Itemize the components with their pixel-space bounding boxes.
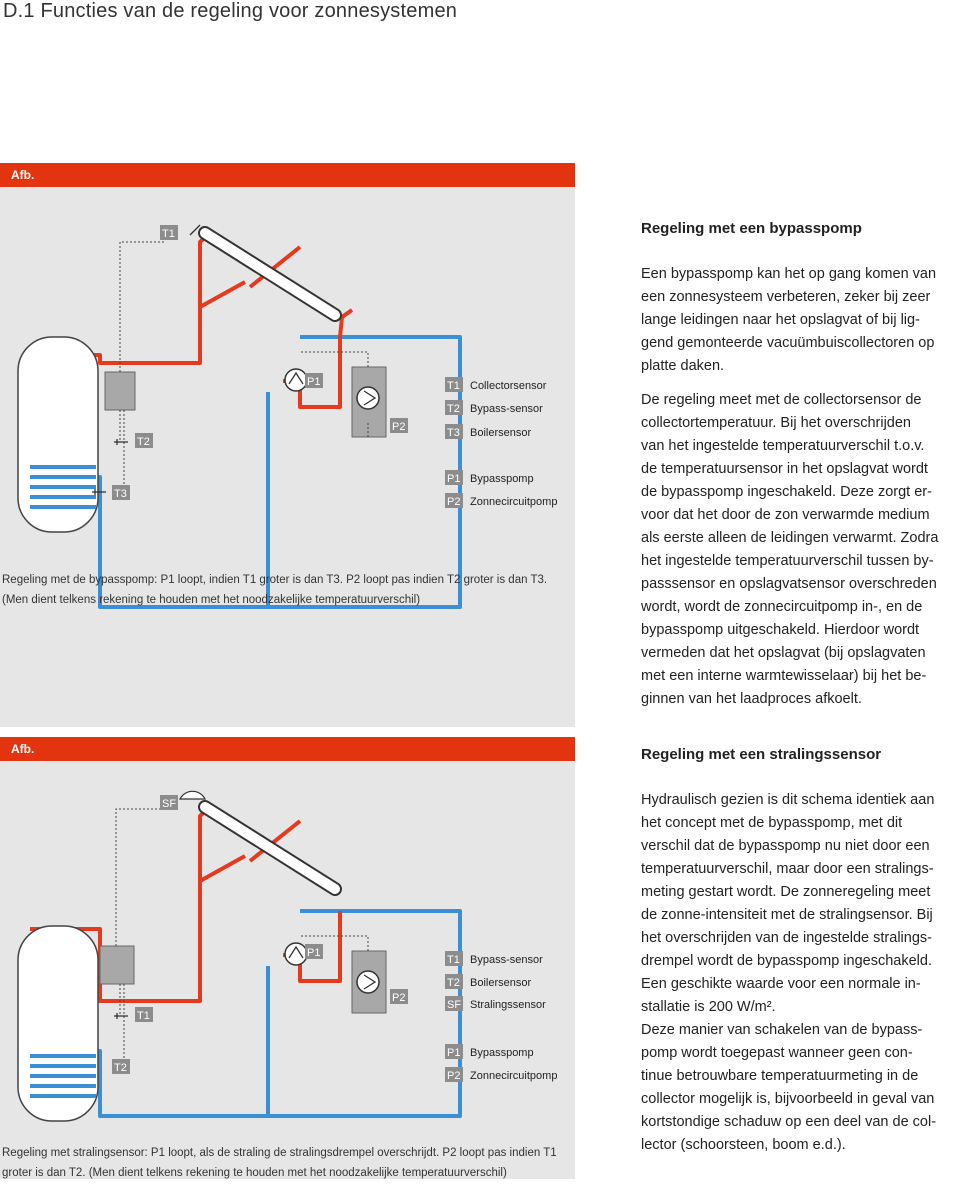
figure-2-panel xyxy=(0,761,575,1179)
label-p2: P2 xyxy=(392,421,406,433)
page-title: D.1 Functies van de regeling voor zonnesystemen xyxy=(3,0,458,22)
storage-tank xyxy=(18,337,98,532)
figure-2-number: Afb. xyxy=(11,742,35,756)
text-line: met een interne warmtewisselaar) bij het be- xyxy=(641,668,927,684)
caption-line: (Men dient telkens rekening te houden met het noodzakelijke temperatuurverschil) xyxy=(2,593,421,606)
label-t2: T2 xyxy=(137,436,150,448)
text-line: lector (schoorsteen, boom e.d.). xyxy=(641,1137,846,1153)
text-line: wordt, wordt de zonnecircuitpomp in-, en de xyxy=(641,599,923,615)
legend-code: P2 xyxy=(447,1070,461,1082)
text-line: het overschrijden van de ingestelde stralings- xyxy=(641,930,932,946)
text-line: meting gestart wordt. De zonneregeling meet xyxy=(641,884,931,900)
legend-code: T1 xyxy=(447,380,460,392)
text-line: stallatie is 200 W/m². xyxy=(641,999,776,1015)
text-line: verschil dat de bypasspomp nu niet door een xyxy=(641,838,930,854)
caption-line: groter is dan T2. (Men dient telkens rekening te houden met het noodzakelijke temperatuurverschil) xyxy=(2,1166,507,1179)
text-line: vermeden dat het opslagvat (bij opslagvaten xyxy=(641,645,926,661)
label-sf: SF xyxy=(162,798,177,810)
legend-text: Collectorsensor xyxy=(470,380,547,392)
text-line: tinue betrouwbare temperatuurmeting in de xyxy=(641,1068,919,1084)
text-line: het concept met de bypasspomp, met dit xyxy=(641,815,903,831)
radiation-sensor-icon xyxy=(180,791,205,799)
pump-p2 xyxy=(357,387,379,409)
section-1-para-1 xyxy=(641,263,959,378)
text-line: van het ingestelde temperatuurverschil t.o.v. xyxy=(641,438,925,454)
text-line: voor dat het door de zon verwarmde medium xyxy=(641,507,930,523)
legend-code: T2 xyxy=(447,977,460,989)
legend-code: T1 xyxy=(447,954,460,966)
caption-line: Regeling met stralingsensor: P1 loopt, als de straling de stralingsdrempel overschrijdt. P2 loopt pas indien T1 xyxy=(2,1147,557,1159)
text-line: ginnen van het laadproces afkoelt. xyxy=(641,691,862,707)
text-line: Een bypasspomp kan het op gang komen van xyxy=(641,266,937,282)
text-line: De regeling meet met de collectorsensor de xyxy=(641,392,922,408)
text-line: temperatuurverschil, maar door een stralings- xyxy=(641,861,934,877)
label-p1: P1 xyxy=(307,376,321,388)
label-p1: P1 xyxy=(307,947,321,959)
section-1-body xyxy=(641,263,959,711)
figure-2-header xyxy=(0,737,575,761)
text-line: de temperatuursensor in het opslagvat wordt xyxy=(641,461,928,477)
legend-code: T3 xyxy=(447,427,460,439)
text-line: als eerste alleen de leidingen verwarmt. Zodra xyxy=(641,530,939,546)
text-line: een zonnesysteem verbeteren, zeker bij zeer xyxy=(641,289,931,305)
legend-text: Zonnecircuitpomp xyxy=(470,496,558,508)
storage-tank xyxy=(18,926,98,1121)
collector xyxy=(205,233,335,315)
pump-p2 xyxy=(357,971,379,993)
label-t1: T1 xyxy=(162,228,175,240)
figure-1-number: Afb. xyxy=(11,168,35,182)
label-t1: T1 xyxy=(137,1010,150,1022)
collector xyxy=(205,807,335,889)
legend-code: P1 xyxy=(447,473,461,485)
text-line: het ingestelde temperatuurverschil tussen by- xyxy=(641,553,934,569)
pump-p1 xyxy=(285,943,307,965)
section-1-heading: Regeling met een bypasspomp xyxy=(641,220,862,237)
legend-text: Boilersensor xyxy=(470,977,532,989)
text-line: drempel wordt de bypasspomp ingeschakeld. xyxy=(641,953,932,969)
text-line: bypasspomp uitgeschakeld. Hierdoor wordt xyxy=(641,622,920,638)
text-line: Een geschikte waarde voor een normale in- xyxy=(641,976,921,992)
legend-code: SF xyxy=(447,999,462,1011)
figure-1-diagram xyxy=(0,187,575,727)
label-t2: T2 xyxy=(114,1062,127,1074)
controller-1 xyxy=(105,372,135,410)
text-line: Deze manier van schakelen van de bypass- xyxy=(641,1022,923,1038)
legend-text: Boilersensor xyxy=(470,427,532,439)
text-line: collectortemperatuur. Bij het overschrijden xyxy=(641,415,911,431)
figure-1-panel xyxy=(0,187,575,727)
legend-text: Zonnecircuitpomp xyxy=(470,1070,558,1082)
legend-text: Bypass-sensor xyxy=(470,954,543,966)
text-line: collector mogelijk is, bijvoorbeeld in geval van xyxy=(641,1091,935,1107)
legend-text: Bypass-sensor xyxy=(470,403,543,415)
text-line: gend gemonteerde vacuümbuiscollectoren op xyxy=(641,335,935,351)
text-line: Hydraulisch gezien is dit schema identiek aan xyxy=(641,792,935,808)
text-line: de zonne-intensiteit met de stralingsensor. Bij xyxy=(641,907,933,923)
legend-code: P1 xyxy=(447,1047,461,1059)
legend-text: Bypasspomp xyxy=(470,473,534,485)
caption-line: Regeling met de bypasspomp: P1 loopt, indien T1 groter is dan T3. P2 loopt pas indien T2 groter is dan T3. xyxy=(2,574,548,586)
section-2-body xyxy=(641,789,959,1157)
legend-text: Bypasspomp xyxy=(470,1047,534,1059)
legend-text: Stralingssensor xyxy=(470,999,546,1011)
legend-code: P2 xyxy=(447,496,461,508)
text-line: passsensor en opslagvatsensor overschreden xyxy=(641,576,937,592)
text-line: pomp wordt toegepast wanneer geen con- xyxy=(641,1045,913,1061)
figure-1-caption xyxy=(2,572,577,608)
legend-code: T2 xyxy=(447,403,460,415)
section-2-heading: Regeling met een stralingssensor xyxy=(641,746,882,763)
section-1-para-2 xyxy=(641,389,959,711)
figure-2-caption xyxy=(2,1145,577,1181)
controller-1 xyxy=(100,946,134,984)
pump-p1 xyxy=(285,369,307,391)
label-p2: P2 xyxy=(392,992,406,1004)
text-line: de bypasspomp ingeschakeld. Deze zorgt er- xyxy=(641,484,932,500)
label-t3: T3 xyxy=(114,488,127,500)
figure-2-diagram xyxy=(0,761,575,1179)
figure-1-header xyxy=(0,163,575,187)
text-line: lange leidingen naar het opslagvat of bij lig- xyxy=(641,312,920,328)
text-line: kortstondige schaduw op een deel van de col- xyxy=(641,1114,937,1130)
text-line: platte daken. xyxy=(641,358,725,374)
